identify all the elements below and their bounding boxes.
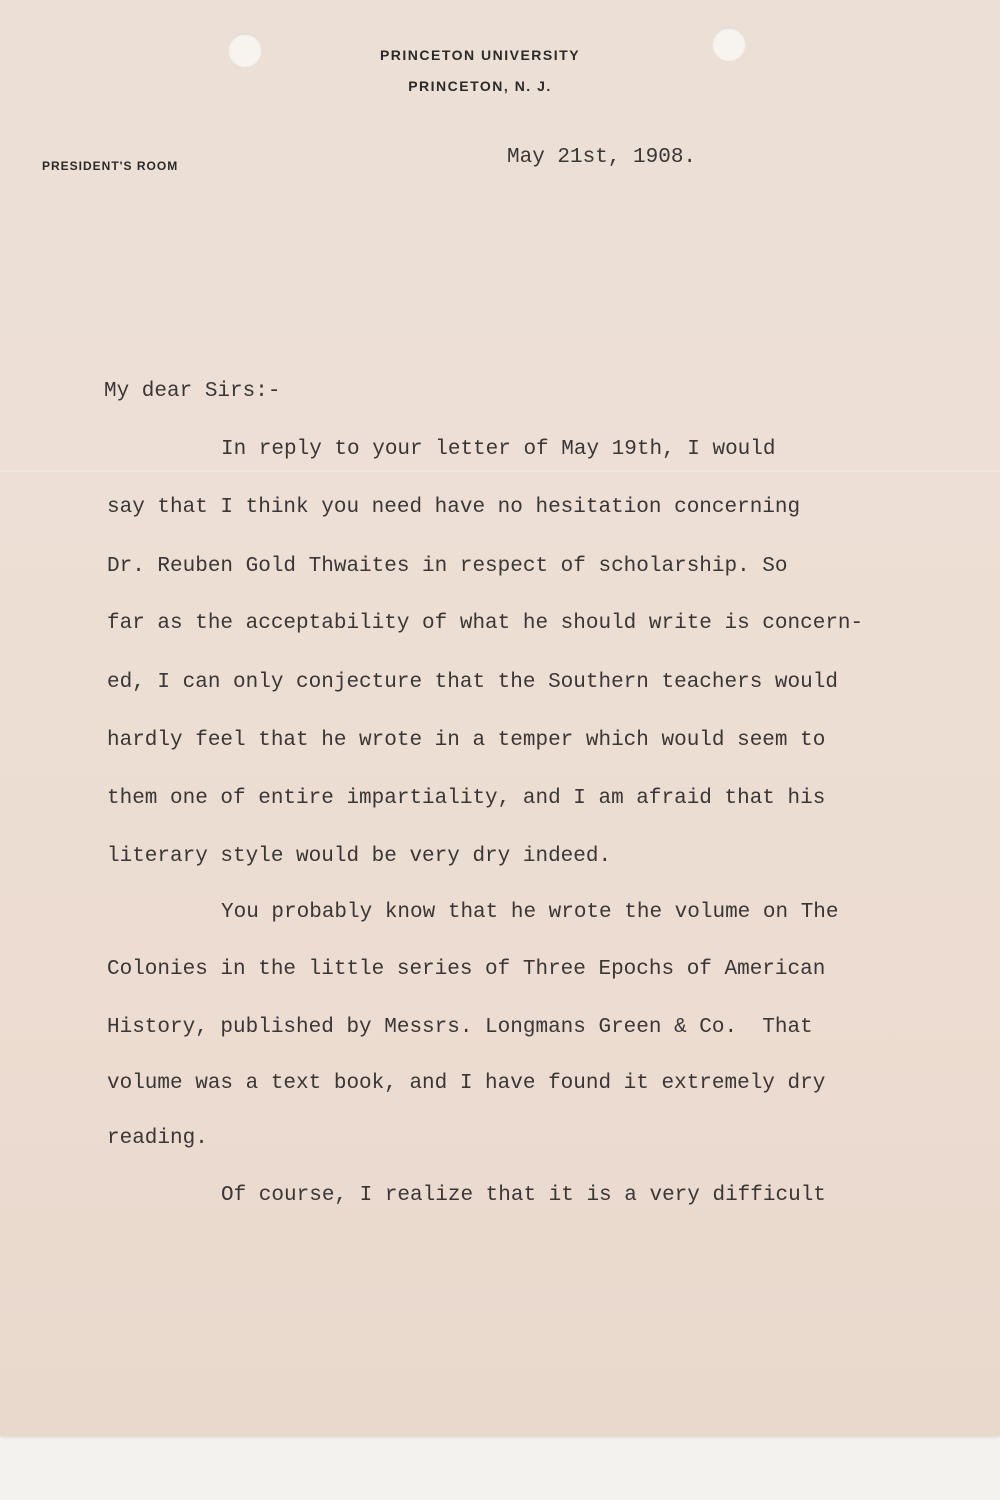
paper-fold xyxy=(0,470,1000,472)
body-line: History, published by Messrs. Longmans Green & Co. That xyxy=(107,1016,813,1039)
body-line: ed, I can only conjecture that the Southern teachers would xyxy=(107,671,838,694)
letterhead-institution: PRINCETON UNIVERSITY xyxy=(379,47,581,63)
body-line: far as the acceptability of what he should write is concern- xyxy=(107,612,864,635)
body-line: Colonies in the little series of Three Epochs of American xyxy=(107,958,826,981)
body-line: volume was a text book, and I have found it extremely dry xyxy=(107,1072,826,1095)
letterhead-office: PRESIDENT'S ROOM xyxy=(42,159,179,173)
punch-hole-left xyxy=(228,33,262,67)
body-line: say that I think you need have no hesitation concerning xyxy=(107,496,801,519)
body-line: Of course, I realize that it is a very difficult xyxy=(221,1184,826,1207)
punch-hole-right xyxy=(712,27,746,61)
body-line: Dr. Reuben Gold Thwaites in respect of scholarship. So xyxy=(107,555,788,578)
body-line: literary style would be very dry indeed. xyxy=(107,845,612,868)
body-line: them one of entire impartiality, and I am afraid that his xyxy=(107,787,826,810)
body-line: You probably know that he wrote the volume on The xyxy=(221,901,839,924)
letterhead-location: PRINCETON, N. J. xyxy=(408,78,552,94)
body-line: reading. xyxy=(107,1127,208,1150)
letter-date: May 21st, 1908. xyxy=(507,146,697,169)
salutation: My dear Sirs:- xyxy=(104,380,281,403)
body-line: hardly feel that he wrote in a temper which would seem to xyxy=(107,729,826,752)
body-line: In reply to your letter of May 19th, I would xyxy=(221,438,776,461)
